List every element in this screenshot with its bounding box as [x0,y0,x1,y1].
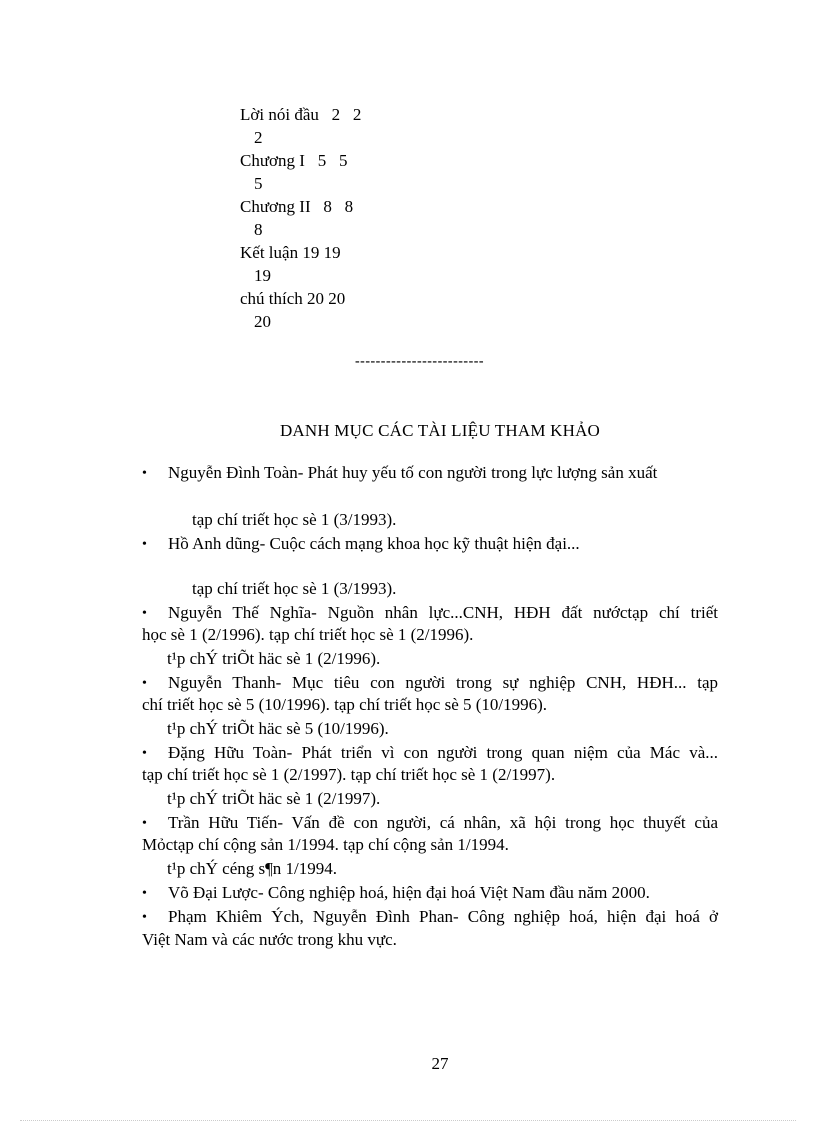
toc-entry: Lời nói đầu 2 2 [240,105,362,124]
bullet-icon: • [142,676,147,691]
reference-line: Nguyễn Thanh- Mục tiêu con người trong sự nghiệp CNH, HĐH... tạp [168,673,718,692]
toc-entry-page: 8 [254,220,263,239]
reference-line: học sè 1 (2/1996). tạp chí triết học sè 1 (2/1996). [142,625,474,644]
toc-entry-page: 20 [254,312,271,331]
toc-entry-page: 5 [254,174,263,193]
reference-line: Võ Đại Lược- Công nghiệp hoá, hiện đại hoá Việt Nam đầu năm 2000. [168,883,650,902]
toc-entry: chú thích 20 20 [240,289,346,308]
bullet-icon: • [142,886,147,901]
bullet-icon: • [142,466,147,481]
reference-line: Việt Nam và các nước trong khu vực. [142,930,397,949]
bullet-icon: • [142,537,147,552]
toc-entry: Kết luận 19 19 [240,243,341,262]
bullet-icon: • [142,816,147,831]
reference-line: Mỏctạp chí cộng sản 1/1994. tạp chí cộng sản 1/1994. [142,835,509,854]
references-heading: DANH MỤC CÁC TÀI LIỆU THAM KHẢO [279,421,601,440]
section-separator: ------------------------- [355,354,485,369]
reference-garbled-line: t¹p chÝ triÕt häc sè 5 (10/1996). [167,719,389,738]
reference-source: tạp chí triết học sè 1 (3/1993). [192,510,397,529]
page-bottom-border [20,1120,796,1121]
reference-line: Đặng Hữu Toàn- Phát triển vì con người trong quan niệm của Mác và... [168,743,718,762]
reference-garbled-line: t¹p chÝ céng s¶n 1/1994. [167,859,338,878]
toc-entry: Chương I 5 5 [240,151,348,170]
bullet-icon: • [142,746,147,761]
reference-garbled-line: t¹p chÝ triÕt häc sè 1 (2/1996). [167,649,381,668]
reference-line: chí triết học sè 5 (10/1996). tạp chí triết học sè 5 (10/1996). [142,695,548,714]
page-number: 27 [431,1054,449,1073]
reference-garbled-line: t¹p chÝ triÕt häc sè 1 (2/1997). [167,789,381,808]
bullet-icon: • [142,910,147,925]
toc-entry-page: 2 [254,128,263,147]
reference-line: Nguyễn Đình Toàn- Phát huy yếu tố con người trong lực lượng sản xuất [168,463,658,482]
reference-line: tạp chí triết học sè 1 (2/1997). tạp chí triết học sè 1 (2/1997). [142,765,556,784]
bullet-icon: • [142,606,147,621]
reference-line: Nguyễn Thế Nghĩa- Nguồn nhân lực...CNH, HĐH đất nướctạp chí triết [168,603,718,622]
table-of-contents [240,104,460,334]
reference-source: tạp chí triết học sè 1 (3/1993). [192,579,397,598]
toc-entry: Chương II 8 8 [240,197,354,216]
reference-line: Phạm Khiêm Ých, Nguyễn Đình Phan- Công nghiệp hoá, hiện đại hoá ở [168,907,718,926]
reference-line: Trần Hữu Tiến- Vấn đề con người, cá nhân, xã hội trong học thuyết của [168,813,718,832]
reference-line: Hồ Anh dũng- Cuộc cách mạng khoa học kỹ thuật hiện đại... [168,534,580,553]
toc-entry-page: 19 [254,266,271,285]
